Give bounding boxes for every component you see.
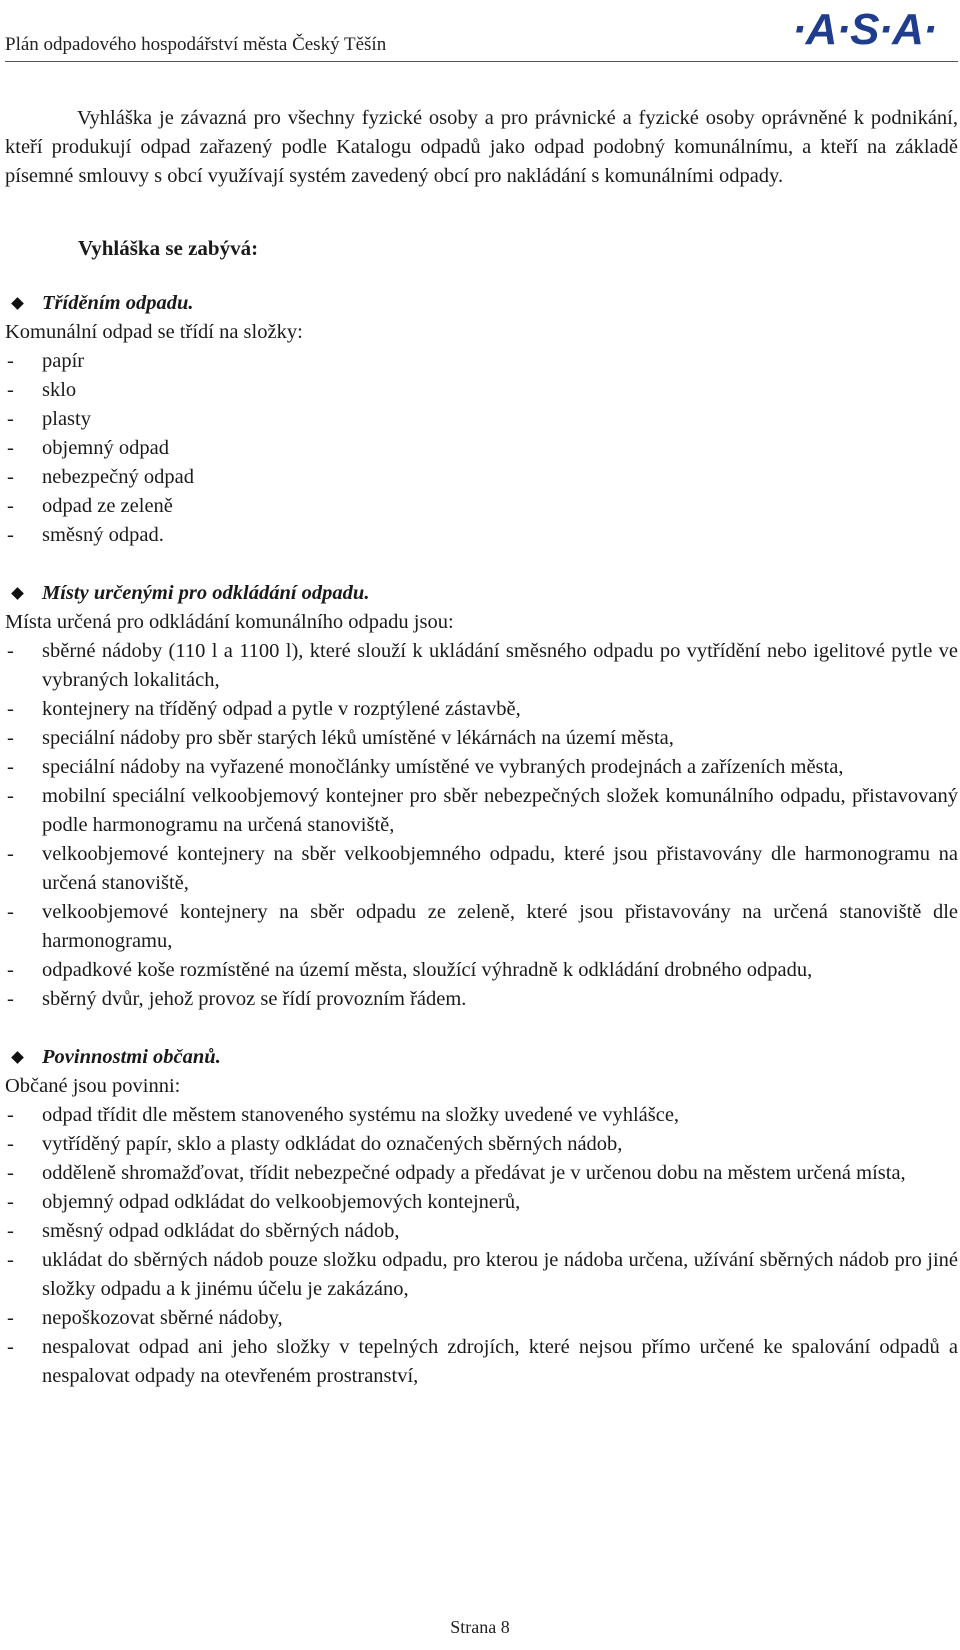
duties-heading — [5, 1043, 958, 1072]
list-item: - odděleně shromažďovat, třídit nebezpečné odpady a předávat je v určenou dobu na městem určená místa, — [5, 1159, 958, 1188]
list-item: - objemný odpad — [5, 434, 958, 463]
list-item: - směsný odpad. — [5, 521, 958, 550]
page-number: Strana 8 — [450, 1617, 510, 1637]
list-item: - papír — [5, 347, 958, 376]
list-item: - speciální nádoby pro sběr starých léků umístěné v lékárnách na území města, — [5, 724, 958, 753]
list-item: - velkoobjemové kontejnery na sběr velkoobjemného odpadu, které jsou přistavovány dle harmonogramu na určená stanoviště, — [5, 840, 958, 898]
list-item: - sběrný dvůr, jehož provoz se řídí provozním řádem. — [5, 985, 958, 1014]
list-item: - speciální nádoby na vyřazené monočlánky umístěné ve vybraných prodejnách a zařízeních města, — [5, 753, 958, 782]
list-item: - ukládat do sběrných nádob pouze složku odpadu, pro kterou je nádoba určena, užívání sběrných nádob pro jiné složky odpadu a k jinému účelu je zakázáno, — [5, 1246, 958, 1304]
list-item: - nespalovat odpad ani jeho složky v tepelných zdrojích, které nejsou přímo určené ke spalování odpadů a nespalovat odpady na otevřeném prostranství, — [5, 1333, 958, 1391]
list-item: - nebezpečný odpad — [5, 463, 958, 492]
list-item: - sklo — [5, 376, 958, 405]
svg-text:·A·S·A·: ·A·S·A· — [792, 5, 937, 54]
list-item: - objemný odpad odkládat do velkoobjemových kontejnerů, — [5, 1188, 958, 1217]
section-title: Vyhláška se zabývá: — [78, 236, 259, 260]
sorting-heading-text: Tříděním odpadu. — [42, 292, 194, 314]
list-item: - plasty — [5, 405, 958, 434]
places-list — [5, 637, 958, 1014]
list-item: - odpad třídit dle městem stanoveného systému na složky uvedené ve vyhlášce, — [5, 1101, 958, 1130]
sorting-list — [5, 347, 958, 550]
list-item: - odpad ze zeleně — [5, 492, 958, 521]
places-heading — [5, 579, 958, 608]
list-item: - sběrné nádoby (110 l a 1100 l), které slouží k ukládání směsného odpadu po vytřídění nebo igelitové pytle ve vybraných lokalitách, — [5, 637, 958, 695]
sorting-lead: Komunální odpad se třídí na složky: — [5, 321, 303, 343]
places-lead: Místa určená pro odkládání komunálního odpadu jsou: — [5, 611, 454, 633]
places-heading-text: Místy určenými pro odkládání odpadu. — [42, 582, 370, 604]
diamond-bullet-icon — [11, 297, 24, 310]
list-item: - velkoobjemové kontejnery na sběr odpadu ze zeleně, které jsou přistavovány na určená stanoviště dle harmonogramu, — [5, 898, 958, 956]
duties-heading-text: Povinnostmi občanů. — [42, 1046, 221, 1068]
list-item: - vytříděný papír, sklo a plasty odkládat do označených sběrných nádob, — [5, 1130, 958, 1159]
sorting-heading — [5, 289, 958, 318]
document-title: Plán odpadového hospodářství města Český Těšín — [5, 34, 387, 55]
list-item: - směsný odpad odkládat do sběrných nádob, — [5, 1217, 958, 1246]
list-item: - nepoškozovat sběrné nádoby, — [5, 1304, 958, 1333]
list-item: - kontejnery na tříděný odpad a pytle v rozptýlené zástavbě, — [5, 695, 958, 724]
header-divider — [5, 61, 958, 62]
diamond-bullet-icon — [11, 587, 24, 600]
list-item: - odpadkové koše rozmístěné na území města, sloužící výhradně k odkládání drobného odpadu, — [5, 956, 958, 985]
duties-lead: Občané jsou povinni: — [5, 1075, 181, 1097]
list-item: - mobilní speciální velkoobjemový kontejner pro sběr nebezpečných složek komunálního odpadu, přistavovaný podle harmonogramu na určená stanoviště, — [5, 782, 958, 840]
duties-list — [5, 1101, 958, 1391]
document-body — [5, 104, 958, 1391]
asa-logo — [792, 4, 942, 54]
intro-paragraph: Vyhláška je závazná pro všechny fyzické osoby a pro právnické a fyzické osoby oprávněné k podnikání, kteří produkují odpad zařazený podle Katalogu odpadů jako odpad podobný komunálnímu, a kteří na základě písemné smlouvy s obcí využívají systém zavedený obcí pro nakládání s komunálními odpady. — [5, 107, 958, 187]
diamond-bullet-icon — [11, 1051, 24, 1064]
page-header — [0, 0, 960, 64]
